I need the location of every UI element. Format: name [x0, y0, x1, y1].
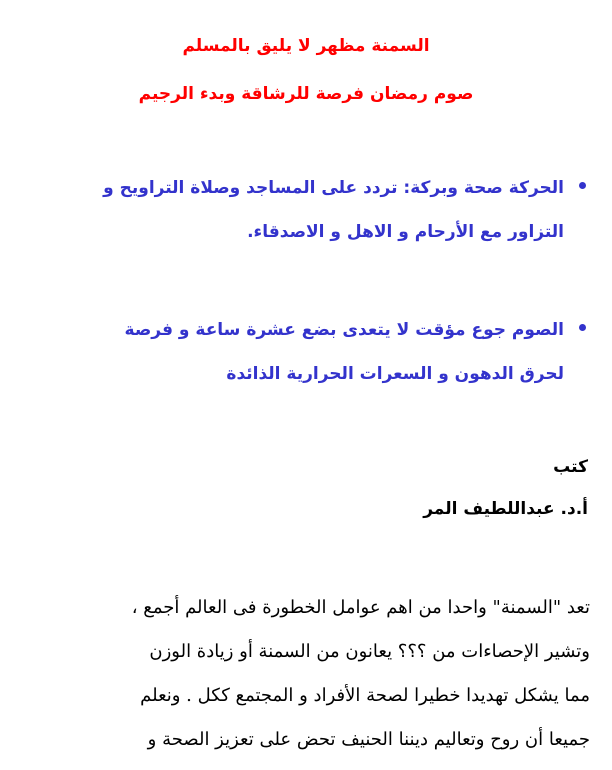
body-line-4: جميعا أن روح وتعاليم ديننا الحنيف تحض على تعزيز الصحة و — [147, 729, 590, 750]
bullet-item-1 — [64, 176, 564, 264]
author-name: أ.د. عبداللطيف المر — [423, 499, 588, 519]
body-line-1: تعد "السمنة" واحدا من اهم عوامل الخطورة فى العالم أجمع ، — [131, 597, 590, 618]
bullet-2-line-2: لحرق الدهون و السعرات الحرارية الذائدة — [226, 364, 564, 384]
bullet-icon — [579, 324, 586, 331]
bullet-item-2 — [64, 318, 564, 406]
byline-label: كتب — [553, 457, 588, 477]
title-line-1: السمنة مظهر لا يليق بالمسلم — [182, 36, 430, 56]
bullet-1-line-1: الحركة صحة وبركة: تردد على المساجد وصلاة التراويح و — [103, 178, 564, 198]
body-line-3: مما يشكل تهديدا خطيرا لصحة الأفراد و المجتمع ككل . ونعلم — [140, 685, 590, 706]
bullet-2-line-1: الصوم جوع مؤقت لا يتعدى بضع عشرة ساعة و فرصة — [124, 320, 564, 340]
bullet-icon — [579, 182, 586, 189]
body-line-2: وتشير الإحصاءات من ؟؟؟ يعانون من السمنة أو زيادة الوزن — [149, 641, 590, 662]
title-line-2: صوم رمضان فرصة للرشاقة وبدء الرجيم — [138, 84, 474, 104]
bullet-1-line-2: التزاور مع الأرحام و الاهل و الاصدقاء. — [247, 222, 564, 242]
article-body — [20, 594, 590, 770]
